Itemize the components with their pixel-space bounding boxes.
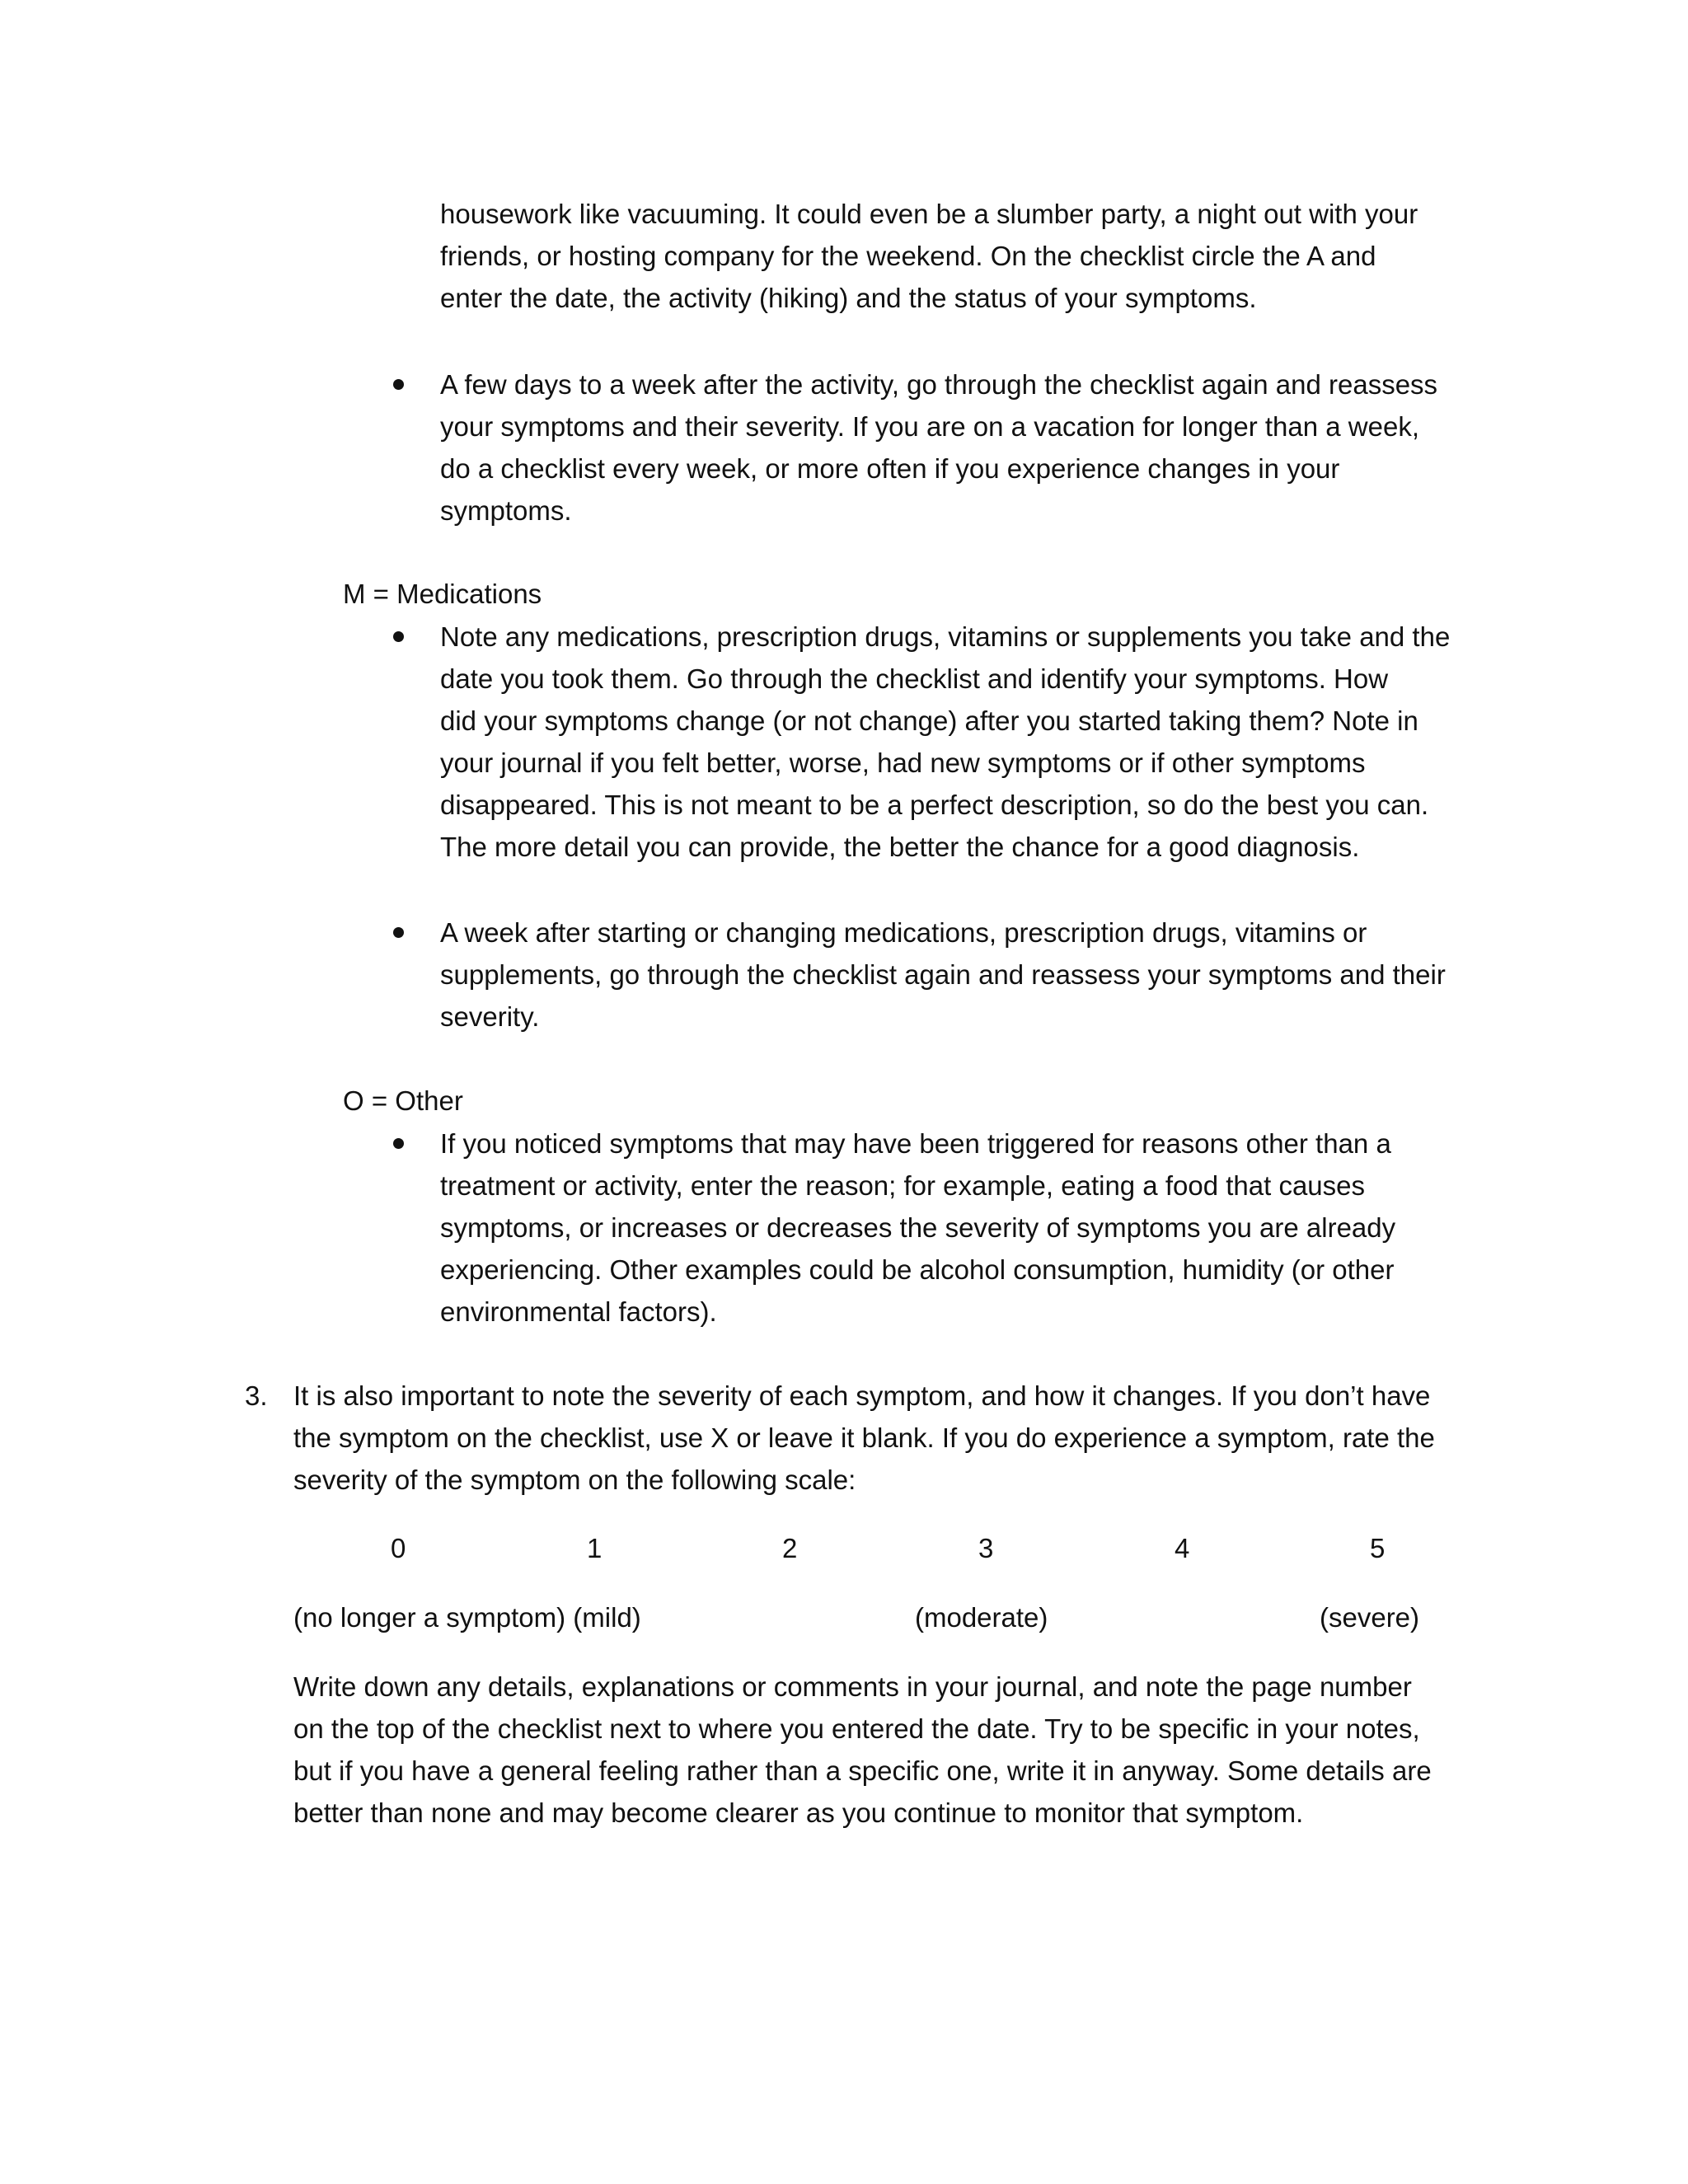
text-line: symptoms, or increases or decreases the severity of symptoms you are already <box>440 1212 1396 1243</box>
text-line: A week after starting or changing medications, prescription drugs, vitamins or <box>440 917 1367 948</box>
text-line: but if you have a general feeling rather than a specific one, write it in anyway. Some details are <box>293 1755 1432 1786</box>
text-line: better than none and may become clearer as you continue to monitor that symptom. <box>293 1797 1304 1828</box>
scale-number: 4 <box>1175 1533 1190 1563</box>
text-line: your journal if you felt better, worse, had new symptoms or if other symptoms <box>440 748 1366 778</box>
text-line: did your symptoms change (or not change) after you started taking them? Note in <box>440 705 1418 736</box>
scale-number: 2 <box>782 1533 798 1563</box>
text-line: A few days to a week after the activity, go through the checklist again and reassess <box>440 369 1438 400</box>
scale-label: (moderate) <box>915 1602 1048 1633</box>
scale-number: 3 <box>978 1533 994 1563</box>
list-number: 3. <box>245 1380 268 1411</box>
text-line: severity. <box>440 1001 540 1032</box>
text-line: It is also important to note the severity of each symptom, and how it changes. If you don’t have <box>293 1380 1431 1411</box>
bullet-icon <box>393 631 404 642</box>
scale-label: (severe) <box>1320 1602 1420 1633</box>
text-line: Write down any details, explanations or comments in your journal, and note the page number <box>293 1671 1412 1702</box>
text-line: If you noticed symptoms that may have been triggered for reasons other than a <box>440 1128 1391 1159</box>
scale-label: (no longer a symptom) (mild) <box>293 1602 641 1633</box>
text-line: date you took them. Go through the checklist and identify your symptoms. How <box>440 663 1389 694</box>
text-line: supplements, go through the checklist again and reassess your symptoms and their <box>440 959 1446 990</box>
text-line: housework like vacuuming. It could even be a slumber party, a night out with your <box>440 199 1418 229</box>
text-line: do a checklist every week, or more often if you experience changes in your <box>440 453 1340 484</box>
text-line: on the top of the checklist next to where you entered the date. Try to be specific in your notes, <box>293 1713 1420 1744</box>
scale-number: 5 <box>1370 1533 1386 1563</box>
text-line: experiencing. Other examples could be alcohol consumption, humidity (or other <box>440 1254 1395 1285</box>
text-line: friends, or hosting company for the weekend. On the checklist circle the A and <box>440 241 1376 271</box>
section-heading-other: O = Other <box>343 1085 463 1116</box>
text-line: environmental factors). <box>440 1296 717 1327</box>
scale-number: 1 <box>587 1533 603 1563</box>
text-line: Note any medications, prescription drugs, vitamins or supplements you take and the <box>440 621 1451 652</box>
text-line: treatment or activity, enter the reason; for example, eating a food that causes <box>440 1170 1365 1201</box>
text-line: symptoms. <box>440 495 572 526</box>
text-line: severity of the symptom on the following scale: <box>293 1465 856 1495</box>
text-line: your symptoms and their severity. If you are on a vacation for longer than a week, <box>440 411 1419 442</box>
text-line: The more detail you can provide, the better the chance for a good diagnosis. <box>440 832 1360 862</box>
text-line: the symptom on the checklist, use X or leave it blank. If you do experience a symptom, rate the <box>293 1422 1435 1453</box>
bullet-icon <box>393 1138 404 1149</box>
section-heading-medications: M = Medications <box>343 579 542 609</box>
scale-number: 0 <box>391 1533 406 1563</box>
text-line: disappeared. This is not meant to be a perfect description, so do the best you can. <box>440 790 1429 820</box>
text-line: enter the date, the activity (hiking) and the status of your symptoms. <box>440 283 1257 313</box>
bullet-icon <box>393 927 404 938</box>
bullet-icon <box>393 379 404 390</box>
